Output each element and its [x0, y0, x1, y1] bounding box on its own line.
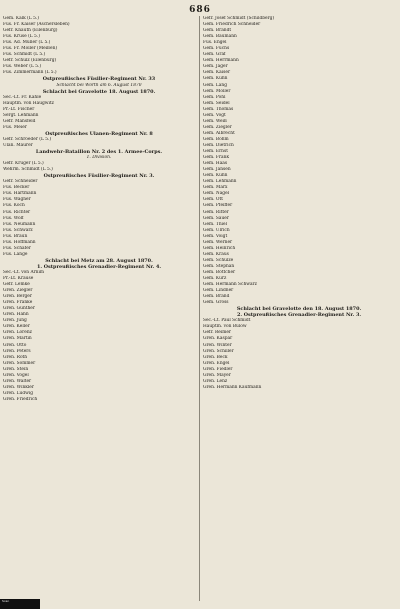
list-entry: Gem. Kalk (L 5.) [3, 16, 39, 21]
list-entry: Gefr. Schulz (Eilenburg) [3, 58, 57, 64]
list-entry: Gren. Vogel [3, 372, 29, 378]
list-entry: Sergt. Lehmann [3, 112, 39, 118]
list-entry: Gem. Möller [203, 88, 231, 94]
section-heading: Schlacht bei Gravelotte 18. August 1870. [42, 88, 156, 95]
list-entry: Gem. Haas [203, 161, 228, 167]
list-entry: Füs. Schwarz [3, 227, 33, 233]
list-entry: Füs. Koch [3, 203, 25, 209]
list-entry: Gem. Kurz [203, 276, 227, 282]
list-entry: Gem. Lehmann [203, 179, 237, 185]
list-entry: Gefr. Mansfeld [3, 118, 36, 124]
list-entry: Gem. Lindner [203, 288, 234, 294]
list-entry: Füs. Meier [3, 124, 27, 130]
list-entry: Gefr. Schneider [3, 179, 38, 185]
list-entry: Gem. Schulze [203, 257, 234, 263]
list-entry: Hauptm. von Haugwitz [3, 100, 54, 106]
list-entry: Sec.-Lt. Fr. Kahle [3, 94, 42, 100]
page-number: 686 [189, 5, 211, 15]
list-entry: Füs. Braun [3, 233, 28, 239]
list-entry: Gem. Weiß [203, 118, 227, 124]
list-entry: Gem. Heinrich [203, 245, 236, 251]
list-entry: Gem. Thomas [203, 106, 234, 112]
list-entry: Gren. Friedrich [3, 396, 38, 402]
list-entry: Gem. Friedrich Schneider [203, 22, 261, 28]
list-entry: Gren. Günther [3, 306, 35, 312]
list-entry: Gefr. Lemke [3, 282, 30, 288]
list-entry: Gem. Herrmann [203, 58, 239, 64]
list-entry: Füs. Fr. Kaiser (Aschersleben) [3, 22, 70, 28]
list-entry: Gem. Fuchs [203, 46, 230, 52]
section-heading: Ostpreußisches Ulanen-Regiment Nr. 8 [45, 130, 153, 137]
list-entry: Gren. Martin [3, 336, 32, 342]
list-entry: Füs. Hoffmann [3, 239, 36, 245]
list-entry: Gem. Pohl [203, 94, 226, 100]
list-entry: Gem. Hermann Schwarz [203, 282, 257, 288]
list-entry: Füs. Fr. Möller (Meißen) [3, 46, 58, 52]
list-entry: Füs. Wolf [3, 215, 24, 221]
list-entry: Füs. Hartmann [3, 191, 37, 197]
list-entry: Gem. Böhm [203, 136, 229, 142]
list-entry: Gren. Roth [3, 354, 28, 360]
section-subheading: 1. Division. [86, 155, 112, 161]
archive-stamp: Scan [0, 599, 40, 609]
list-entry: Gren. Jung [3, 318, 27, 324]
left-column [3, 16, 195, 403]
right-column [203, 16, 395, 391]
list-entry: Gren. Winkler [3, 384, 34, 390]
section-heading: 1. Ostpreußisches Grenadier-Regiment Nr. 4. [36, 263, 162, 270]
list-entry: Gem. Marx [203, 185, 228, 191]
list-entry: Füs. Wagner [3, 197, 31, 203]
list-entry: Gem. Frank [203, 155, 230, 161]
list-entry: Gren. Fiedler [203, 366, 233, 372]
list-entry: Gem. Ott [203, 197, 223, 203]
list-entry: Pr.-Lt. Krause [3, 276, 34, 282]
list-entry: Hauptm. von Bülow [203, 324, 247, 330]
list-entry: Füs. Ad. Müller (L 5.) [3, 40, 51, 46]
section-heading: Ostpreußisches Füsilier-Regiment Nr. 33 [42, 76, 156, 83]
list-entry: Ulan. Maurer [3, 142, 33, 148]
list-entry: Gren. Walter [3, 378, 32, 384]
list-entry: Füs. Weber (L 5.) [3, 64, 42, 70]
list-entry: Gefr. Knauth (Eilenburg) [3, 28, 58, 34]
list-entry: Gem. Nagel [203, 191, 230, 197]
list-entry: Gem. Stephan [203, 263, 235, 269]
list-entry: Gren. Ludwig [3, 390, 34, 396]
list-entry: Gem. Vogt [203, 112, 226, 118]
list-entry: Gem. Kuhn [203, 173, 228, 179]
list-entry: Gren. Hahn [3, 312, 29, 318]
list-entry: Füs. Engel [203, 40, 227, 46]
list-entry: Gem. Ritter [203, 209, 229, 215]
section-heading: Schlacht bei Metz am 28. August 1870. [45, 257, 153, 264]
list-entry: Gem. Graf [203, 52, 226, 58]
list-entry: Gren. Lenz [203, 378, 228, 384]
list-entry: Gren. Peters [3, 348, 31, 354]
list-entry: Gem. Baumann [203, 34, 237, 40]
list-entry: Gren. Winter [203, 342, 232, 348]
list-entry: Gem. Böttcher [203, 269, 236, 275]
column-divider [199, 16, 200, 601]
list-entry: Füs. Schäfer [3, 245, 31, 251]
list-entry: Gren. Engel [203, 360, 230, 366]
list-entry: Gren. Hermann Kaufmann [203, 384, 262, 390]
list-entry: Gren. Mayer [203, 372, 231, 378]
list-entry: Gefr. Josef Schmidt (Schildberg) [203, 16, 275, 21]
list-entry: Füs. Schmidt (L 5.) [3, 52, 46, 58]
list-entry: Sec.-Lt. Paul Schmidt [203, 318, 251, 324]
list-entry: Gren. Berger [3, 294, 32, 300]
list-entry: Gem. Voigt [203, 233, 228, 239]
list-entry: Gem. Sauer [203, 215, 229, 221]
section-subheading: Schlacht bei Wörth am 6. August 1870 [56, 82, 142, 88]
list-entry: Gem. Lang [203, 82, 227, 88]
list-entry: Gefr. Schroeder (L 5.) [3, 136, 52, 142]
list-entry: Gren. Franke [3, 300, 33, 306]
list-entry: Füs. Kruse (L 5.) [3, 34, 40, 40]
list-entry: Pr.-Lt. Fischer [3, 106, 35, 112]
list-entry: Gem. Brand [203, 294, 230, 300]
list-entry: Gem. Gross [203, 300, 229, 306]
list-entry: Gem. Kaiser [203, 70, 231, 76]
list-entry: Gem. Thiel [203, 221, 227, 227]
list-entry: Gren. Schiller [203, 348, 234, 354]
list-entry: Gren. Stein [3, 366, 29, 372]
list-entry: Gem. Albrecht [203, 130, 235, 136]
list-entry: Gem. Jäger [203, 64, 228, 70]
list-entry: Gem. Dietrich [203, 142, 234, 148]
section-heading: 2. Ostpreußisches Grenadier-Regiment Nr. 3. [236, 312, 362, 319]
list-entry: Gefr. Krüger (L 5.) [3, 161, 44, 167]
list-entry: Füs. Zimmermann (L 5.) [3, 70, 57, 76]
section-heading: Schlacht bei Gravelotte den 18. August 1870. [236, 306, 362, 313]
list-entry: Gren. Otto [3, 342, 27, 348]
list-entry: Füs. Richter [3, 209, 31, 215]
list-entry: Gem. Kraus [203, 251, 229, 257]
list-entry: Füs. Becker [3, 185, 30, 191]
list-entry: Wehrm. Schmidt (L 5.) [3, 167, 53, 173]
list-entry: Gem. Seidel [203, 100, 230, 106]
list-entry: Gren. Beck [203, 354, 228, 360]
list-entry: Gem. Jansen [203, 167, 231, 173]
list-entry: Füs. Lange [3, 251, 28, 257]
list-entry: Gefr. Reimer [203, 330, 232, 336]
list-entry: Gem. Werner [203, 239, 233, 245]
list-entry: Gem. Brandt [203, 28, 232, 34]
list-entry: Gem. Ziegler [203, 124, 232, 130]
list-entry: Gem. Ulrich [203, 227, 230, 233]
list-entry: Gren. Lorenz [3, 330, 32, 336]
section-heading: Ostpreußisches Füsilier-Regiment Nr. 3. [43, 173, 155, 180]
section-heading: Landwehr-Bataillon Nr. 2 des 1. Armee-Corps. [35, 149, 163, 156]
list-entry: Gren. Ziegler [3, 288, 33, 294]
list-entry: Sec.-Lt. von Arnim [3, 269, 44, 275]
list-entry: Füs. Neumann [3, 221, 36, 227]
list-entry: Gren. Keller [3, 324, 30, 330]
list-entry: Gem. Kühn [203, 76, 228, 82]
list-entry: Gem. Ernst [203, 149, 228, 155]
list-entry: Gren. Kaspar [203, 336, 233, 342]
list-entry: Gem. Pfeiffer [203, 203, 233, 209]
list-entry: Gren. Sommer [3, 360, 36, 366]
